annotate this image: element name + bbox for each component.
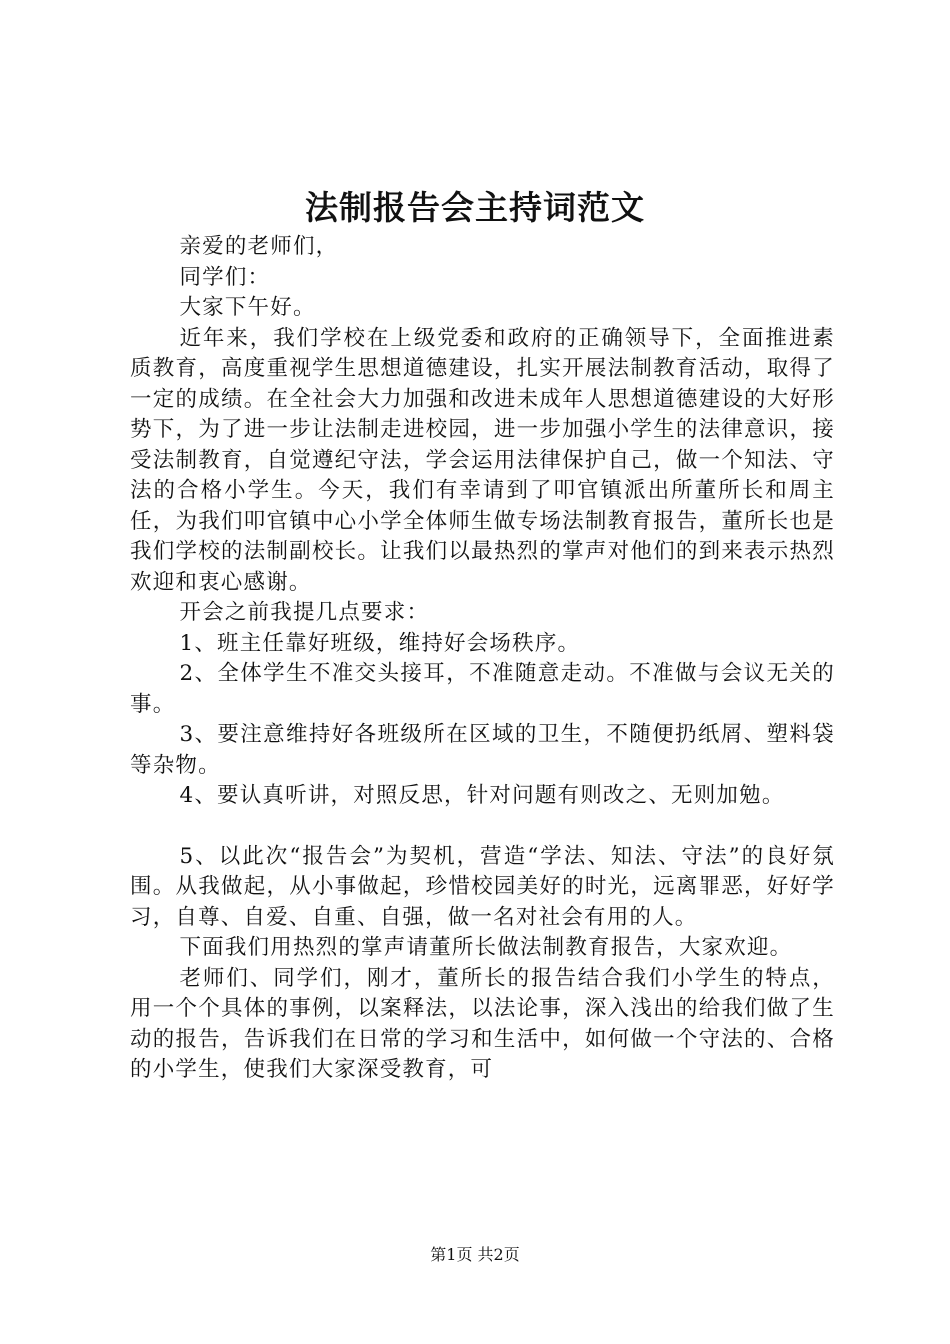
paragraph-report-invitation: 下面我们用热烈的掌声请董所长做法制教育报告，大家欢迎。 [179,935,793,960]
paragraph-requirement-3: 3、要注意维持好各班级所在区域的卫生，不随便扔纸屑、塑料袋等杂物。 [130,722,835,778]
paragraph-requirement-2: 2、全体学生不准交头接耳，不准随意走动。不准做与会议无关的事。 [130,661,835,717]
paragraph-requirement-4: 4、要认真听讲，对照反思，针对问题有则改之、无则加勉。 [179,783,785,808]
paragraph-good-afternoon: 大家下午好。 [179,295,316,320]
document-title: 法制报告会主持词范文 [305,188,645,227]
paragraph-requirements-intro: 开会之前我提几点要求： [179,600,430,625]
paragraph-requirement-1: 1、班主任靠好班级，维持好会场秩序。 [179,630,581,656]
document-body [130,232,835,1086]
paragraph-closing: 老师们、同学们，刚才，董所长的报告结合我们小学生的特点，用一个个具体的事例，以案释法，以法论事，深入浅出的给我们做了生动的报告，告诉我们在日常的学习和生活中，如何做一个守法的、合格的小学生，使我们大家深受教育，可 [130,965,835,1082]
paragraph-requirement-5: 5、以此次“报告会”为契机，营造“学法、知法、守法”的良好氛围。从我做起，从小事做起，珍惜校园美好的时光，远离罪恶，好好学习，自尊、自爱、自重、自强，做一名对社会有用的人。 [130,843,835,930]
paragraph-greeting-students: 同学们： [179,264,271,290]
paragraph-greeting-teachers: 亲爱的老师们， [179,234,339,259]
page-footer: 第1页 共2页 [430,1245,520,1264]
paragraph-introduction: 近年来，我们学校在上级党委和政府的正确领导下，全面推进素质教育，高度重视学生思想道德建设，扎实开展法制教育活动，取得了一定的成绩。在全社会大力加强和改进未成年人思想道德建设的大好形势下，为了进一步让法制走进校园，进一步加强小学生的法律意识，接受法制教育，自觉遵纪守法，学会运用法律保护自己，做一个知法、守法的合格小学生。今天，我们有幸请到了叩官镇派出所董所长和周主任，为我们叩官镇中心小学全体师生做专场法制教育报告，董所长也是我们学校的法制副校长。让我们以最热烈的掌声对他们的到来表示热烈欢迎和衷心感谢。 [130,325,835,595]
